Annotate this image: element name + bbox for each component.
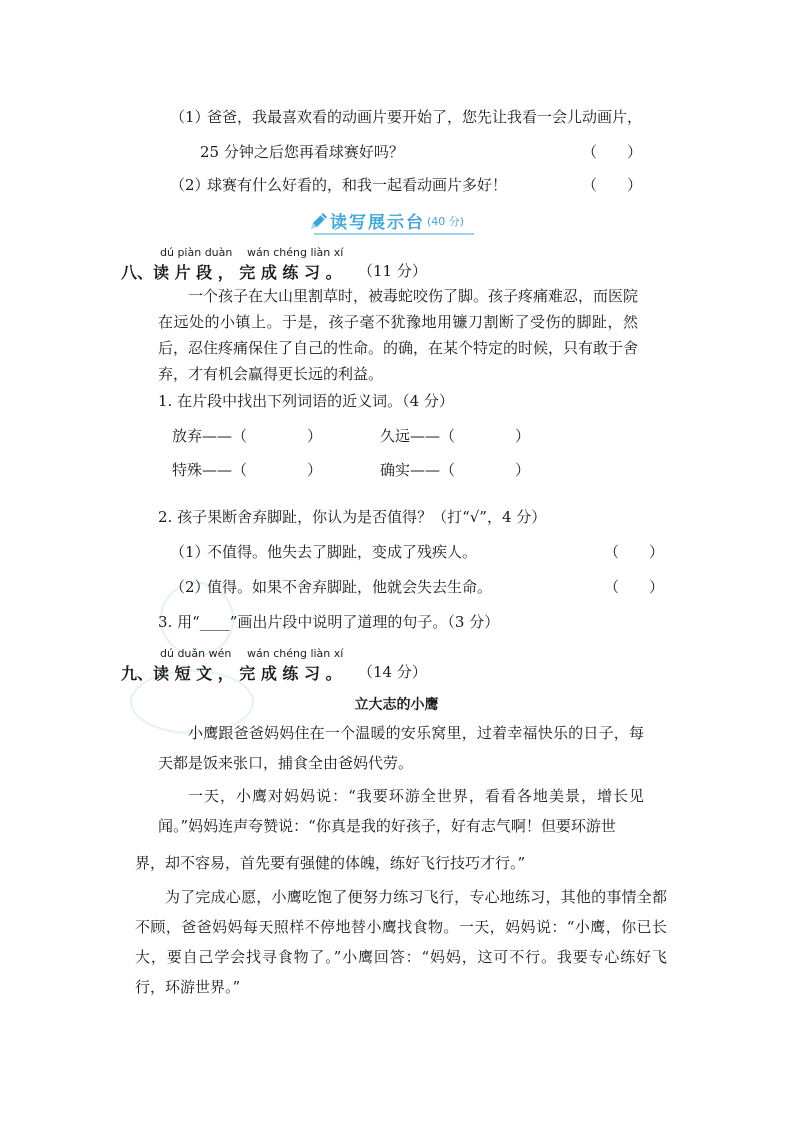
q7-item1-answer-paren[interactable]: （ ） bbox=[582, 143, 643, 161]
s8-q2-opt2-text: 值得。如果不舍弃脚趾，他就会失去生命。 bbox=[207, 578, 493, 596]
banner-title: 读写展示台 bbox=[330, 213, 425, 233]
banner-underline bbox=[314, 233, 474, 235]
q7-item1-line1: 爸爸，我最喜欢看的动画片要开始了，您先让我看一会儿动画片， bbox=[207, 108, 643, 126]
story-paragraph-2b: 界，却不容易，首先要有强健的体魄，练好飞行技巧才行。” bbox=[135, 854, 526, 872]
s9-heading: 九、读 短 文 ， 完 成 练 习 。 bbox=[121, 664, 342, 683]
q7-item1-number: （1） bbox=[170, 108, 210, 126]
s9-pinyin-a: dú duǎn wén bbox=[160, 647, 232, 660]
s8-q2-opt2-number: （2） bbox=[170, 578, 210, 596]
q7-item2-answer-paren[interactable]: （ ） bbox=[582, 176, 643, 194]
s8-q2-opt2-paren[interactable]: （ ） bbox=[604, 578, 665, 596]
s8-pinyin-b: wán chéng liàn xí bbox=[247, 246, 344, 259]
s8-heading: 八、读 片 段 ， 完 成 练 习 。 bbox=[121, 263, 342, 282]
s9-score: （14 分） bbox=[358, 663, 427, 681]
s8-syn-queshi[interactable]: 确实——（ ） bbox=[380, 461, 531, 479]
pencil-icon bbox=[308, 210, 330, 232]
s8-q2: 2. 孩子果断舍弃脚趾，你认为是否值得？（打“√”，4 分） bbox=[158, 508, 547, 526]
s8-q2-opt1-paren[interactable]: （ ） bbox=[604, 543, 665, 561]
s8-q1: 1. 在片段中找出下列词语的近义词。（4 分） bbox=[158, 392, 454, 410]
s8-syn-jiuyuan[interactable]: 久远——（ ） bbox=[380, 427, 531, 445]
banner-score: (40 分) bbox=[427, 214, 465, 228]
s8-score: （11 分） bbox=[358, 262, 427, 280]
s8-pinyin-a: dú piàn duàn bbox=[160, 246, 233, 259]
section-banner bbox=[308, 208, 464, 233]
s8-q2-opt1-number: （1） bbox=[170, 543, 210, 561]
s8-q2-opt1-text: 不值得。他失去了脚趾，变成了残疾人。 bbox=[207, 543, 478, 561]
story-paragraph-1: 小鹰跟爸爸妈妈住在一个温暖的安乐窝里，过着幸福快乐的日子，每天都是饭来张口，捕食全由爸妈代劳。 bbox=[158, 724, 644, 772]
story-paragraph-2a: 一天，小鹰对妈妈说：“我要环游全世界，看看各地美景，增长见闻。”妈妈连声夸赞说：“你真是我的好孩子，好有志气啊！但要环游世 bbox=[158, 787, 644, 835]
s8-syn-fangqi[interactable]: 放弃——（ ） bbox=[172, 427, 323, 445]
s8-passage: 一个孩子在大山里割草时，被毒蛇咬伤了脚。孩子疼痛难忍，而医院在远处的小镇上。于是，孩子毫不犹豫地用镰刀割断了受伤的脚趾，然后，忍住疼痛保住了自己的性命。的确，在某个特定的时候，只有敢于舍弃，才有机会赢得更长远的利益。 bbox=[158, 287, 639, 383]
s8-q3: 3. 用“____”画出片段中说明了道理的句子。（3 分） bbox=[158, 613, 500, 631]
q7-item1-line2: 25 分钟之后您再看球赛好吗？ bbox=[200, 143, 404, 161]
s8-syn-teshu[interactable]: 特殊——（ ） bbox=[172, 461, 323, 479]
s9-pinyin-b: wán chéng liàn xí bbox=[247, 647, 344, 660]
story-title: 立大志的小鹰 bbox=[354, 697, 439, 713]
q7-item2-number: （2） bbox=[170, 176, 210, 194]
q7-item2-text: 球赛有什么好看的，和我一起看动画片多好！ bbox=[207, 176, 508, 194]
story-paragraph-3: 为了完成心愿，小鹰吃饱了便努力练习飞行，专心地练习，其他的事情全都不顾，爸爸妈妈每天照样不停地替小鹰找食物。一天，妈妈说：“小鹰，你已长大，要自己学会找寻食物了。”小鹰回答：“妈妈，这可不行。我要专心练好飞行，环游世界。” bbox=[135, 888, 667, 996]
